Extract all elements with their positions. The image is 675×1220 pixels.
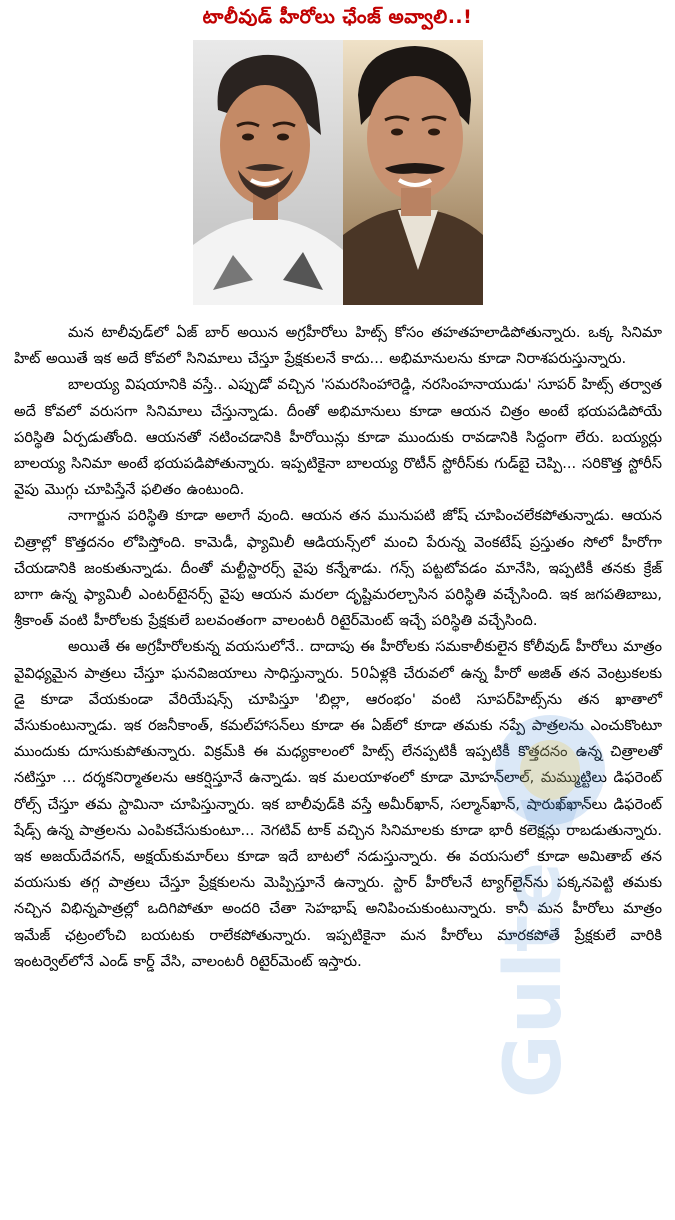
article-paragraph-4: అయితే ఈ అగ్రహీరోలకున్న వయసులోనే.. దాదాపు ఈ హీరోలకు సమకాలీకులైన కోలీవుడ్ హీరోలు మాత్రం వైవిధ్యమైన పాత్రలు చేస్తూ ఘనవిజయాలు సాధిస్తున్నారు. 50ఏళ్లకి చేరువలో ఉన్న హీరో అజిత్ తన వెంట్రుకలకు డై కూడా వేయకుండా వేరియేషన్స్ చూపిస్తూ 'బిల్లా, ఆరంభం' వంటి సూపర్‌హిట్స్‌ను తన ఖాతాలో వేసుకుంటున్నాడు. ఇక రజనీకాంత్, కమల్‌హాసన్‌లు కూడా ఈ ఏజ్‌లో కూడా తమకు నప్పే పాత్రలను ఎంచుకొంటూ ముందుకు దూసుకుపోతున్నారు. విక్రమ్‌కి ఈ మధ్యకాలంలో హిట్స్ లేనప్పటికీ ఇప్పటికీ కొత్తదనం ఉన్న చిత్రాలతో నటిస్తూ ... దర్శకనిర్మాతలను ఆకర్షిస్తూనే ఉన్నాడు. ఇక మలయాళంలో కూడా మోహన్‌లాల్, మమ్ముట్టిలు డిఫరెంట్ రోల్స్ చేస్తూ తమ స్టామినా చూపిస్తున్నారు. ఇక బాలీవుడ్‌కి వస్తే అమీర్‌ఖాన్, సల్మాన్‌ఖాన్, షారుఖ్‌ఖాన్‌లు డిఫరెంట్ షేడ్స్ ఉన్న పాత్రలను ఎంపికచేసుకుంటూ... నెగటివ్ టాక్ వచ్చిన సినిమాలకు కూడా భారీ కలెక్షన్లు రాబడుతున్నారు. ఇక అజయ్‌దేవగన్, అక్షయ్‌కుమార్‌లు కూడా ఇదే బాటలో నడుస్తున్నారు. ఈ వయసులో కూడా అమితాబ్ తన వయసుకు తగ్గ పాత్రలు చేస్తూ ప్రేక్షకులను మెప్పిస్తూనే ఉన్నారు. స్టార్ హీరోలనే ట్యాగ్‌లైన్‌ను పక్కనపెట్టి తమకు నచ్చిన విభిన్నపాత్రల్లో ఒదిగిపోతూ అందరి చేతా సెహభాష్ అనిపించుకుంటున్నారు. కానీ మన హీరోలు మాత్రం ఇమేజ్ ఛట్రంలోంచి బయటకు రాలేకపోతున్నారు. ఇప్పటికైనా మన హీరోలు మారకపోతే ప్రేక్షకులే వారికి ఇంటర్వెల్‌లోనే ఎండ్ కార్డ్ వేసి, వాలంటరీ రిటైర్‌మెంట్ ఇస్తారు. — [14, 638, 662, 970]
article-paragraph-2: బాలయ్య విషయానికి వస్తే.. ఎప్పుడో వచ్చిన 'సమరసింహారెడ్డి, నరసింహనాయుడు' సూపర్ హిట్స్ తర్వాత అదే కోవలో వరుసగా సినిమాలు చేస్తున్నాడు. దీంతో అభిమానులు కూడా ఆయన చిత్రం అంటే భయపడిపోయే పరిస్థితి ఏర్పడుతోంది. ఆయనతో నటించడానికి హీరోయిన్లు కూడా ముందుకు రావడానికి సిద్దంగా లేరు. బయ్యర్లు బాలయ్య సినిమా అంటే భయపడిపోతున్నారు. ఇప్పటికైనా బాలయ్య రొటీన్ స్టోరీస్‌కు గుడ్‌బై చెప్పి... సరికొత్త స్టోరీస్ వైపు మొగ్గు చూపిస్తేనే ఫలితం ఉంటుంది. — [14, 376, 662, 499]
article-body — [14, 320, 662, 975]
photo-illustration — [193, 40, 483, 305]
article-headline: టాలీవుడ్ హీరోలు ఛేంజ్ అవ్వాలి..! — [202, 6, 473, 28]
article-paragraph-1: మన టాలీవుడ్‌లో ఏజ్ బార్ అయిన అగ్రహీరోలు హిట్స్ కోసం తహతహలాడిపోతున్నారు. ఒక్క సినిమా హిట్ అయితే ఇక అదే కోవలో సినిమాలు చేస్తూ ప్రేక్షకులనే కాదు... అభిమానులను కూడా నిరాశపరుస్తున్నారు. — [14, 324, 662, 368]
article-photo — [193, 40, 483, 305]
watermark-text: Gulte — [489, 861, 579, 1099]
article-paragraph-3: నాగార్జున పరిస్థితి కూడా అలాగే వుంది. ఆయన తన మునుపటి జోష్ చూపించలేకపోతున్నాడు. ఆయన చిత్రాల్లో కొత్తదనం లోపిస్తోంది. కామెడీ, ఫ్యామిలీ ఆడియన్స్‌లో మంచి పేరున్న వెంకటేష్ ప్రస్తుతం సోలో హీరోగా చేయడానికి జంకుతున్నాడు. దీంతో మల్టీస్టారర్స్ వైపు కన్నేశాడు. గన్స్ పట్టటోవడం మానేసి, ఇప్పటికీ తనకు క్రేజ్ బాగా ఉన్న ఫ్యామిలీ ఎంటర్‌టైనర్స్ వైపు ఆయన మరలా దృష్టిమరల్చాసిన పరిస్థితి వచ్చేసింది. ఇక జగపతిబాబు, శ్రీకాంత్ వంటి హీరోలకు ప్రేక్షకులే బలవంతంగా వాలంటరీ రిటైర్‌మెంట్ ఇచ్చే పరిస్థితి వచ్చేసింది. — [14, 507, 662, 630]
